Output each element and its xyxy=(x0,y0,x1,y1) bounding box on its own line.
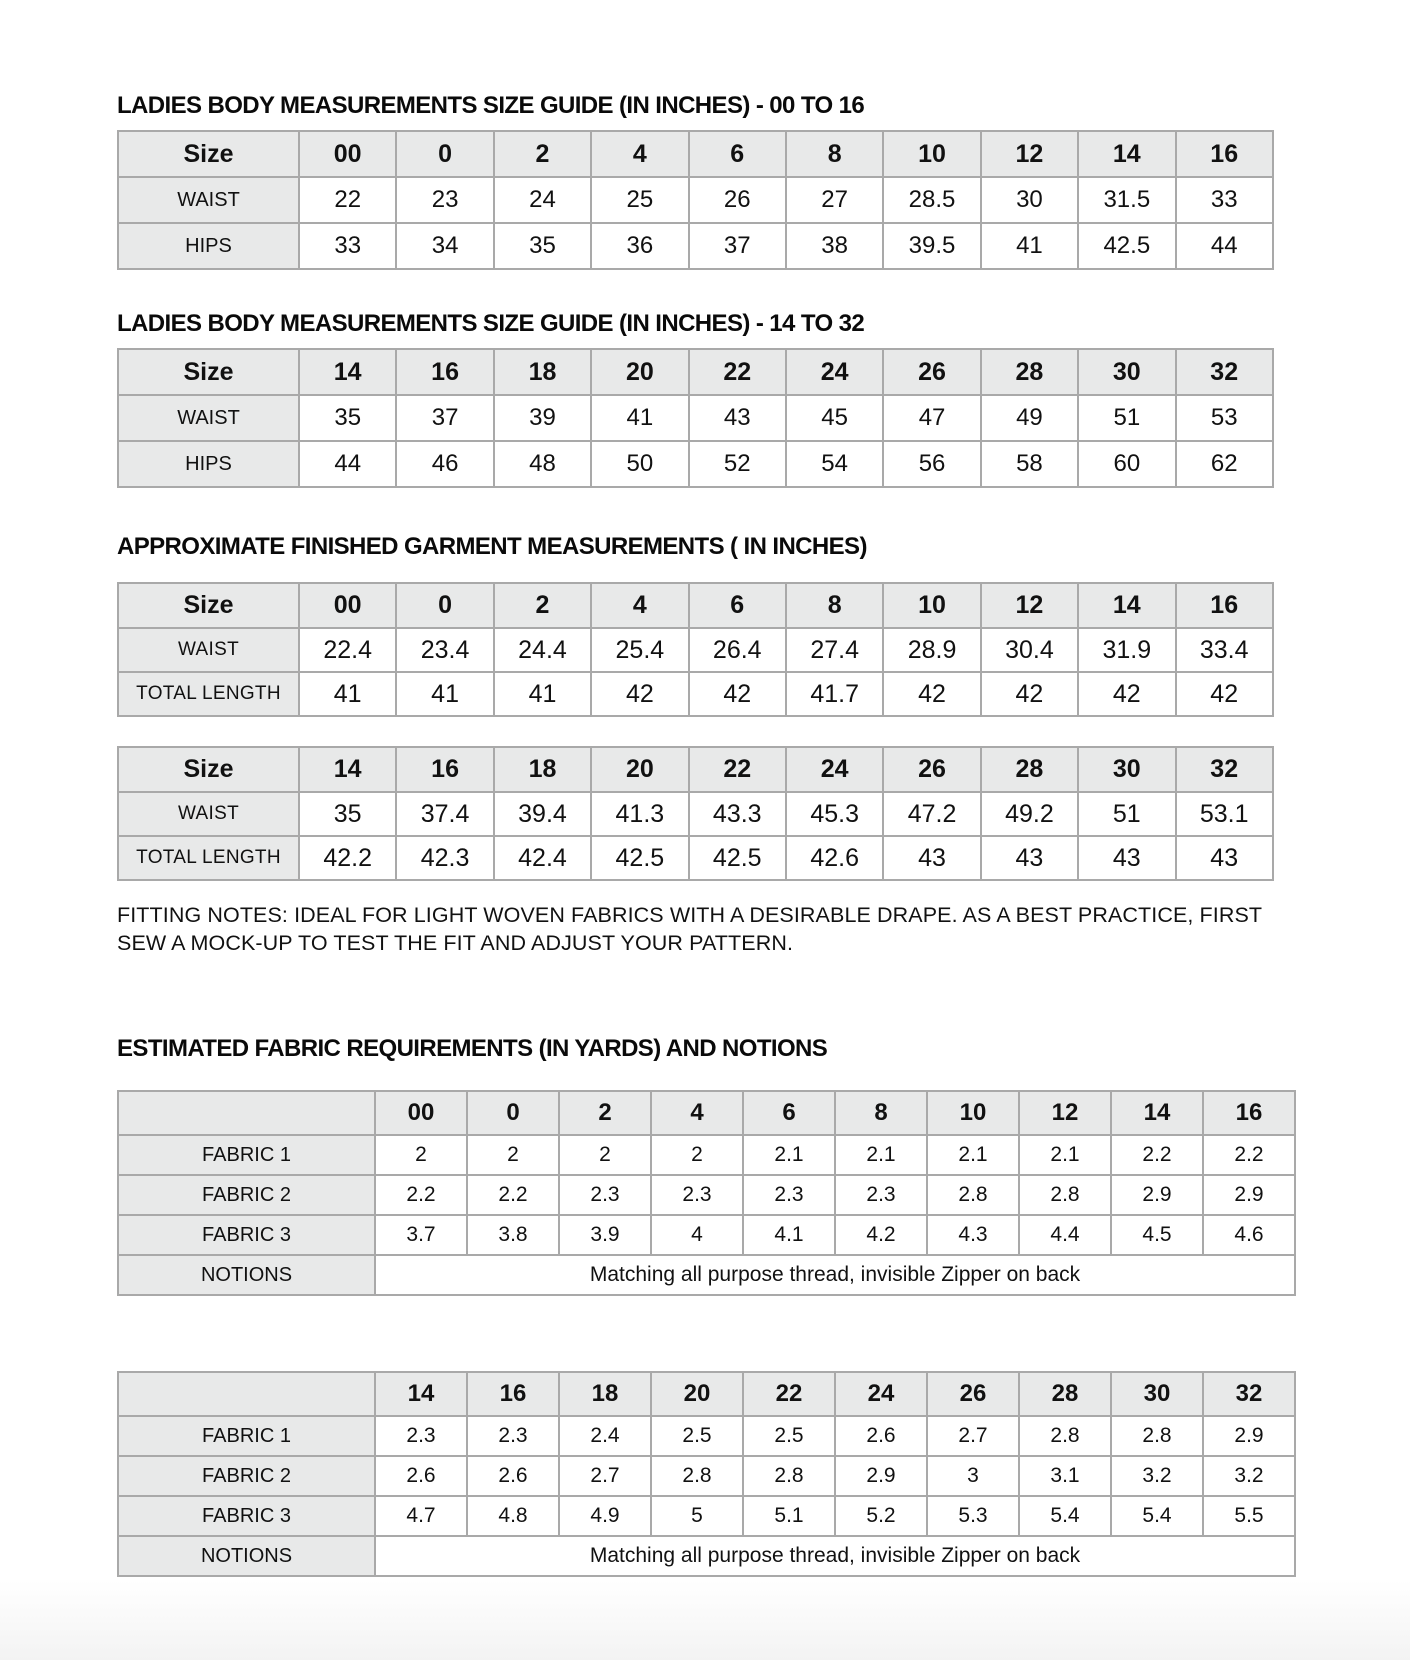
cell: 33 xyxy=(299,223,396,269)
size-header: 14 xyxy=(1078,583,1175,628)
notions-row xyxy=(118,1255,1295,1295)
size-header: 20 xyxy=(651,1372,743,1416)
table-row xyxy=(118,672,1273,716)
cell: 3.8 xyxy=(467,1215,559,1255)
cell: 5.3 xyxy=(927,1496,1019,1536)
size-header: 8 xyxy=(786,131,883,177)
cell: 46 xyxy=(396,441,493,487)
fabric-requirements-title: ESTIMATED FABRIC REQUIREMENTS (IN YARDS) AND NOTIONS xyxy=(117,1035,828,1062)
cell: 42 xyxy=(883,672,980,716)
row-label: FABRIC 3 xyxy=(118,1215,375,1255)
cell: 44 xyxy=(299,441,396,487)
fabric-table-00-16 xyxy=(117,1090,1296,1296)
cell: 43.3 xyxy=(689,792,786,836)
row-label: WAIST xyxy=(118,628,299,672)
cell: 56 xyxy=(883,441,980,487)
cell: 4.8 xyxy=(467,1496,559,1536)
cell: 4.4 xyxy=(1019,1215,1111,1255)
cell: 43 xyxy=(1176,836,1273,880)
row-label: TOTAL LENGTH xyxy=(118,836,299,880)
cell: 33.4 xyxy=(1176,628,1273,672)
size-header: 2 xyxy=(559,1091,651,1135)
cell: 5.4 xyxy=(1111,1496,1203,1536)
cell: 42.2 xyxy=(299,836,396,880)
table-header-row xyxy=(118,349,1273,395)
cell: 42.3 xyxy=(396,836,493,880)
notions-label: NOTIONS xyxy=(118,1255,375,1295)
size-header: 30 xyxy=(1111,1372,1203,1416)
row-label: FABRIC 1 xyxy=(118,1135,375,1175)
table-row xyxy=(118,1175,1295,1215)
size-header: 0 xyxy=(396,583,493,628)
cell: 26.4 xyxy=(689,628,786,672)
cell: 25.4 xyxy=(591,628,688,672)
table-header-row xyxy=(118,1091,1295,1135)
cell: 42.5 xyxy=(1078,223,1175,269)
size-header: 6 xyxy=(689,583,786,628)
row-label: HIPS xyxy=(118,223,299,269)
cell: 42.5 xyxy=(591,836,688,880)
size-header: 4 xyxy=(651,1091,743,1135)
cell: 26 xyxy=(689,177,786,223)
size-header: 26 xyxy=(883,747,980,792)
cell: 23 xyxy=(396,177,493,223)
cell: 28.9 xyxy=(883,628,980,672)
cell: 2.2 xyxy=(467,1175,559,1215)
cell: 42.6 xyxy=(786,836,883,880)
header-label: Size xyxy=(118,131,299,177)
size-header: 18 xyxy=(559,1372,651,1416)
cell: 2.8 xyxy=(651,1456,743,1496)
size-header: 12 xyxy=(981,131,1078,177)
cell: 3.1 xyxy=(1019,1456,1111,1496)
size-header: 22 xyxy=(689,349,786,395)
table-row xyxy=(118,1416,1295,1456)
row-label: FABRIC 2 xyxy=(118,1175,375,1215)
cell: 43 xyxy=(689,395,786,441)
body-size-guide-00-16-title: LADIES BODY MEASUREMENTS SIZE GUIDE (IN INCHES) - 00 TO 16 xyxy=(117,92,865,119)
size-header: 16 xyxy=(467,1372,559,1416)
size-header: 14 xyxy=(299,349,396,395)
size-header: 32 xyxy=(1176,747,1273,792)
size-header: 12 xyxy=(1019,1091,1111,1135)
notions-row xyxy=(118,1536,1295,1576)
cell: 5.4 xyxy=(1019,1496,1111,1536)
garment-table-14-32 xyxy=(117,746,1274,881)
table-header-row xyxy=(118,131,1273,177)
size-header: 18 xyxy=(494,349,591,395)
cell: 54 xyxy=(786,441,883,487)
size-header: 14 xyxy=(1111,1091,1203,1135)
cell: 42.5 xyxy=(689,836,786,880)
cell: 43 xyxy=(1078,836,1175,880)
size-header: 8 xyxy=(786,583,883,628)
row-label: FABRIC 3 xyxy=(118,1496,375,1536)
cell: 35 xyxy=(299,395,396,441)
cell: 2.1 xyxy=(927,1135,1019,1175)
cell: 5.2 xyxy=(835,1496,927,1536)
garment-measurements-title: APPROXIMATE FINISHED GARMENT MEASUREMENTS ( IN INCHES) xyxy=(117,533,867,560)
cell: 2.8 xyxy=(1019,1416,1111,1456)
cell: 2.2 xyxy=(1203,1135,1295,1175)
cell: 42 xyxy=(1078,672,1175,716)
row-label: TOTAL LENGTH xyxy=(118,672,299,716)
header-label: Size xyxy=(118,747,299,792)
cell: 3.2 xyxy=(1111,1456,1203,1496)
size-header: 14 xyxy=(299,747,396,792)
cell: 2.2 xyxy=(375,1175,467,1215)
cell: 2.8 xyxy=(1019,1175,1111,1215)
cell: 42 xyxy=(1176,672,1273,716)
cell: 4 xyxy=(651,1215,743,1255)
size-header: 28 xyxy=(1019,1372,1111,1416)
size-header: 28 xyxy=(981,349,1078,395)
cell: 41.3 xyxy=(591,792,688,836)
size-header: 12 xyxy=(981,583,1078,628)
table-row xyxy=(118,395,1273,441)
cell: 42 xyxy=(981,672,1078,716)
table-header-row xyxy=(118,1372,1295,1416)
cell: 34 xyxy=(396,223,493,269)
cell: 2.7 xyxy=(559,1456,651,1496)
cell: 43 xyxy=(981,836,1078,880)
cell: 4.6 xyxy=(1203,1215,1295,1255)
cell: 33 xyxy=(1176,177,1273,223)
table-row xyxy=(118,628,1273,672)
cell: 52 xyxy=(689,441,786,487)
size-header: 00 xyxy=(299,583,396,628)
cell: 41 xyxy=(494,672,591,716)
cell: 27.4 xyxy=(786,628,883,672)
row-label: WAIST xyxy=(118,792,299,836)
size-header: 4 xyxy=(591,131,688,177)
body-size-table-14-32 xyxy=(117,348,1274,488)
size-header: 26 xyxy=(883,349,980,395)
cell: 48 xyxy=(494,441,591,487)
size-header: 30 xyxy=(1078,349,1175,395)
table-row xyxy=(118,1215,1295,1255)
size-header: 16 xyxy=(1176,131,1273,177)
size-header: 32 xyxy=(1176,349,1273,395)
cell: 2.9 xyxy=(1111,1175,1203,1215)
cell: 24.4 xyxy=(494,628,591,672)
notions-value: Matching all purpose thread, invisible Zipper on back xyxy=(375,1536,1295,1576)
cell: 2 xyxy=(467,1135,559,1175)
cell: 53.1 xyxy=(1176,792,1273,836)
cell: 4.9 xyxy=(559,1496,651,1536)
table-row xyxy=(118,177,1273,223)
size-header: 0 xyxy=(396,131,493,177)
header-label: Size xyxy=(118,583,299,628)
cell: 41 xyxy=(981,223,1078,269)
size-header: 20 xyxy=(591,747,688,792)
cell: 4.2 xyxy=(835,1215,927,1255)
cell: 2.6 xyxy=(375,1456,467,1496)
cell: 2.1 xyxy=(743,1135,835,1175)
cell: 2 xyxy=(375,1135,467,1175)
size-header: 2 xyxy=(494,131,591,177)
size-header: 24 xyxy=(835,1372,927,1416)
cell: 2.3 xyxy=(835,1175,927,1215)
cell: 22 xyxy=(299,177,396,223)
cell: 2.1 xyxy=(835,1135,927,1175)
cell: 3.7 xyxy=(375,1215,467,1255)
cell: 39.4 xyxy=(494,792,591,836)
size-header: 24 xyxy=(786,349,883,395)
cell: 2 xyxy=(559,1135,651,1175)
table-header-row xyxy=(118,583,1273,628)
cell: 51 xyxy=(1078,395,1175,441)
cell: 2.8 xyxy=(927,1175,1019,1215)
notions-value: Matching all purpose thread, invisible Zipper on back xyxy=(375,1255,1295,1295)
table-row xyxy=(118,441,1273,487)
cell: 3 xyxy=(927,1456,1019,1496)
cell: 45.3 xyxy=(786,792,883,836)
cell: 42 xyxy=(591,672,688,716)
table-row xyxy=(118,792,1273,836)
cell: 38 xyxy=(786,223,883,269)
cell: 42 xyxy=(689,672,786,716)
size-header: 2 xyxy=(494,583,591,628)
table-row xyxy=(118,1496,1295,1536)
size-header: 6 xyxy=(743,1091,835,1135)
cell: 43 xyxy=(883,836,980,880)
size-header: 6 xyxy=(689,131,786,177)
cell: 37 xyxy=(689,223,786,269)
cell: 53 xyxy=(1176,395,1273,441)
cell: 41 xyxy=(299,672,396,716)
cell: 27 xyxy=(786,177,883,223)
row-label: WAIST xyxy=(118,395,299,441)
size-header: 22 xyxy=(689,747,786,792)
cell: 3.9 xyxy=(559,1215,651,1255)
size-header: 32 xyxy=(1203,1372,1295,1416)
size-header: 00 xyxy=(375,1091,467,1135)
size-header: 18 xyxy=(494,747,591,792)
table-row xyxy=(118,1135,1295,1175)
cell: 49 xyxy=(981,395,1078,441)
cell: 39 xyxy=(494,395,591,441)
cell: 5 xyxy=(651,1496,743,1536)
cell: 2.9 xyxy=(1203,1175,1295,1215)
garment-table-00-16 xyxy=(117,582,1274,717)
size-header: 24 xyxy=(786,747,883,792)
size-header: 10 xyxy=(883,583,980,628)
cell: 25 xyxy=(591,177,688,223)
table-header-row xyxy=(118,747,1273,792)
cell: 2.9 xyxy=(1203,1416,1295,1456)
cell: 2.4 xyxy=(559,1416,651,1456)
size-header: 26 xyxy=(927,1372,1019,1416)
cell: 5.1 xyxy=(743,1496,835,1536)
cell: 2.8 xyxy=(1111,1416,1203,1456)
size-header: 16 xyxy=(1203,1091,1295,1135)
cell: 2 xyxy=(651,1135,743,1175)
cell: 60 xyxy=(1078,441,1175,487)
table-row xyxy=(118,836,1273,880)
cell: 2.3 xyxy=(559,1175,651,1215)
size-header: 00 xyxy=(299,131,396,177)
cell: 45 xyxy=(786,395,883,441)
size-header: 14 xyxy=(375,1372,467,1416)
row-label: FABRIC 1 xyxy=(118,1416,375,1456)
size-header: 10 xyxy=(927,1091,1019,1135)
size-header: 28 xyxy=(981,747,1078,792)
cell: 3.2 xyxy=(1203,1456,1295,1496)
header-label xyxy=(118,1372,375,1416)
cell: 2.6 xyxy=(467,1456,559,1496)
cell: 2.5 xyxy=(743,1416,835,1456)
cell: 2.3 xyxy=(375,1416,467,1456)
cell: 2.5 xyxy=(651,1416,743,1456)
cell: 2.7 xyxy=(927,1416,1019,1456)
cell: 47 xyxy=(883,395,980,441)
size-header: 22 xyxy=(743,1372,835,1416)
cell: 42.4 xyxy=(494,836,591,880)
cell: 2.6 xyxy=(835,1416,927,1456)
size-header: 14 xyxy=(1078,131,1175,177)
body-size-guide-14-32-title: LADIES BODY MEASUREMENTS SIZE GUIDE (IN INCHES) - 14 TO 32 xyxy=(117,310,865,337)
size-header: 16 xyxy=(396,747,493,792)
cell: 4.3 xyxy=(927,1215,1019,1255)
cell: 44 xyxy=(1176,223,1273,269)
cell: 41.7 xyxy=(786,672,883,716)
row-label: WAIST xyxy=(118,177,299,223)
size-header: 20 xyxy=(591,349,688,395)
cell: 58 xyxy=(981,441,1078,487)
cell: 62 xyxy=(1176,441,1273,487)
cell: 51 xyxy=(1078,792,1175,836)
cell: 4.7 xyxy=(375,1496,467,1536)
cell: 28.5 xyxy=(883,177,980,223)
cell: 30.4 xyxy=(981,628,1078,672)
cell: 2.8 xyxy=(743,1456,835,1496)
size-header: 16 xyxy=(396,349,493,395)
notions-label: NOTIONS xyxy=(118,1536,375,1576)
fabric-table-14-32 xyxy=(117,1371,1296,1577)
header-label xyxy=(118,1091,375,1135)
cell: 50 xyxy=(591,441,688,487)
cell: 23.4 xyxy=(396,628,493,672)
cell: 5.5 xyxy=(1203,1496,1295,1536)
size-header: 4 xyxy=(591,583,688,628)
cell: 37.4 xyxy=(396,792,493,836)
size-header: 16 xyxy=(1176,583,1273,628)
size-header: 30 xyxy=(1078,747,1175,792)
cell: 31.5 xyxy=(1078,177,1175,223)
table-row xyxy=(118,1456,1295,1496)
size-header: 0 xyxy=(467,1091,559,1135)
table-row xyxy=(118,223,1273,269)
cell: 47.2 xyxy=(883,792,980,836)
cell: 2.9 xyxy=(835,1456,927,1496)
fitting-notes: FITTING NOTES: IDEAL FOR LIGHT WOVEN FABRICS WITH A DESIRABLE DRAPE. AS A BEST PRACTICE, FIRST SEW A MOCK-UP TO TEST THE FIT AND ADJUST YOUR PATTERN. xyxy=(117,903,1262,955)
size-header: 8 xyxy=(835,1091,927,1135)
cell: 2.3 xyxy=(651,1175,743,1215)
cell: 31.9 xyxy=(1078,628,1175,672)
cell: 4.1 xyxy=(743,1215,835,1255)
header-label: Size xyxy=(118,349,299,395)
cell: 37 xyxy=(396,395,493,441)
cell: 2.2 xyxy=(1111,1135,1203,1175)
cell: 2.3 xyxy=(467,1416,559,1456)
cell: 4.5 xyxy=(1111,1215,1203,1255)
cell: 2.1 xyxy=(1019,1135,1111,1175)
cell: 2.3 xyxy=(743,1175,835,1215)
cell: 30 xyxy=(981,177,1078,223)
row-label: FABRIC 2 xyxy=(118,1456,375,1496)
cell: 49.2 xyxy=(981,792,1078,836)
body-size-table-00-16 xyxy=(117,130,1274,270)
row-label: HIPS xyxy=(118,441,299,487)
cell: 39.5 xyxy=(883,223,980,269)
cell: 35 xyxy=(299,792,396,836)
cell: 22.4 xyxy=(299,628,396,672)
cell: 24 xyxy=(494,177,591,223)
cell: 35 xyxy=(494,223,591,269)
cell: 36 xyxy=(591,223,688,269)
cell: 41 xyxy=(396,672,493,716)
size-header: 10 xyxy=(883,131,980,177)
cell: 41 xyxy=(591,395,688,441)
